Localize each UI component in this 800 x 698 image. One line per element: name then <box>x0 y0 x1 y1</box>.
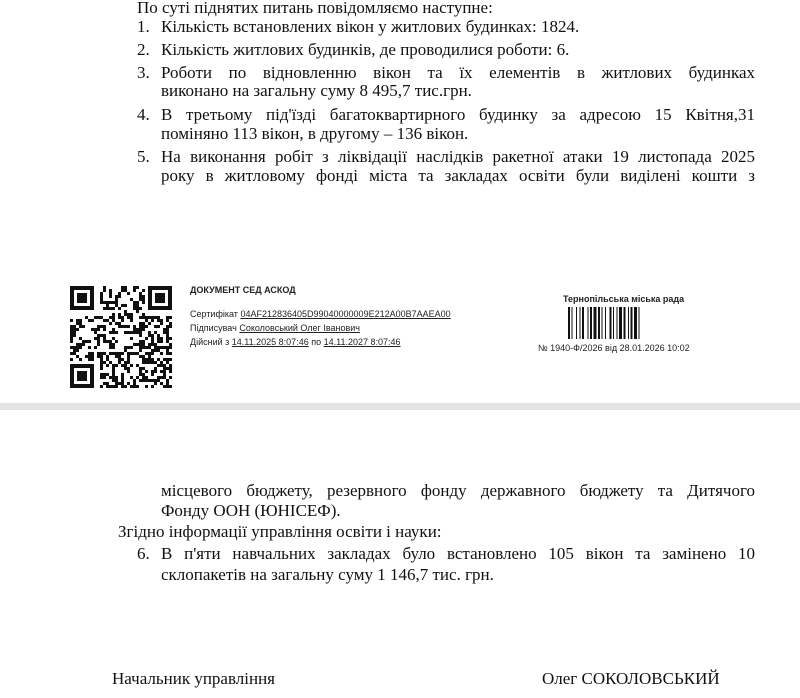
item-3-number: 3. <box>137 63 150 82</box>
item-1-text: Кількість встановлених вікон у житлових будинках: 1824. <box>161 17 580 36</box>
certificate-value: 04AF212836405D99040000009E212A00B7AAEA00 <box>240 309 451 319</box>
valid-from-label: Дійсний з <box>190 337 230 347</box>
item-2-text: Кількість житлових будинків, де проводилися роботи: 6. <box>161 40 570 59</box>
certificate-row <box>190 309 451 319</box>
certificate-label: Сертифікат <box>190 309 238 319</box>
page-separator <box>0 403 800 410</box>
intro-text: По суті піднятих питань повідомляємо наступне: <box>137 0 493 17</box>
valid-to-value: 14.11.2027 8:07:46 <box>323 337 401 347</box>
document-page-2 <box>0 410 800 698</box>
item-4-line-2: поміняно 113 вікон, в другому – 136 вікон. <box>161 124 469 143</box>
signature-name: Олег СОКОЛОВСЬКИЙ <box>542 669 720 688</box>
item-6-line-1: В п'яти навчальних закладах було встановлено 105 вікон та замінено 10 <box>161 544 755 563</box>
signature-title: Начальник управління <box>112 669 275 688</box>
signer-label: Підписувач <box>190 323 237 333</box>
education-intro: Згідно інформації управління освіти і науки: <box>118 522 442 541</box>
qr-code <box>68 284 174 390</box>
item-4-line-1: В третьому під'їзді багатоквартирного будинку за адресою 15 Квітня,31 <box>161 105 755 124</box>
valid-from-value: 14.11.2025 8:07:46 <box>231 337 309 347</box>
continuation-line-1: місцевого бюджету, резервного фонду державного бюджету та Дитячого <box>161 481 755 500</box>
signer-row <box>190 323 360 333</box>
registration-number: № 1940-Ф/2026 від 28.01.2026 10:02 <box>538 343 690 353</box>
item-6-line-2: склопакетів на загальну суму 1 146,7 тис. грн. <box>161 565 494 584</box>
continuation-line-2: Фонду ООН (ЮНІСЕФ). <box>161 501 341 520</box>
item-4-number: 4. <box>137 105 150 124</box>
item-1-number: 1. <box>137 17 150 36</box>
item-3-line-2: виконано на загальну суму 8 495,7 тис.грн. <box>161 81 472 100</box>
signer-value: Соколовський Олег Іванович <box>239 323 360 333</box>
stamp-title: ДОКУМЕНТ СЕД АСКОД <box>190 285 296 295</box>
barcode <box>568 307 688 339</box>
item-5-line-1: На виконання робіт з ліквідації наслідків ракетної атаки 19 листопада 2025 <box>161 147 755 166</box>
item-6-number: 6. <box>137 544 150 563</box>
item-3-line-1: Роботи по відновленню вікон та їх елементів в житлових будинках <box>161 63 755 82</box>
item-5-line-2: року в житловому фонді міста та закладах освіти були виділені кошти з <box>161 166 755 185</box>
organization-name: Тернопільська міська рада <box>563 294 685 304</box>
validity-row <box>190 337 401 347</box>
item-5-number: 5. <box>137 147 150 166</box>
item-2-number: 2. <box>137 40 150 59</box>
valid-to-label: по <box>311 337 322 347</box>
